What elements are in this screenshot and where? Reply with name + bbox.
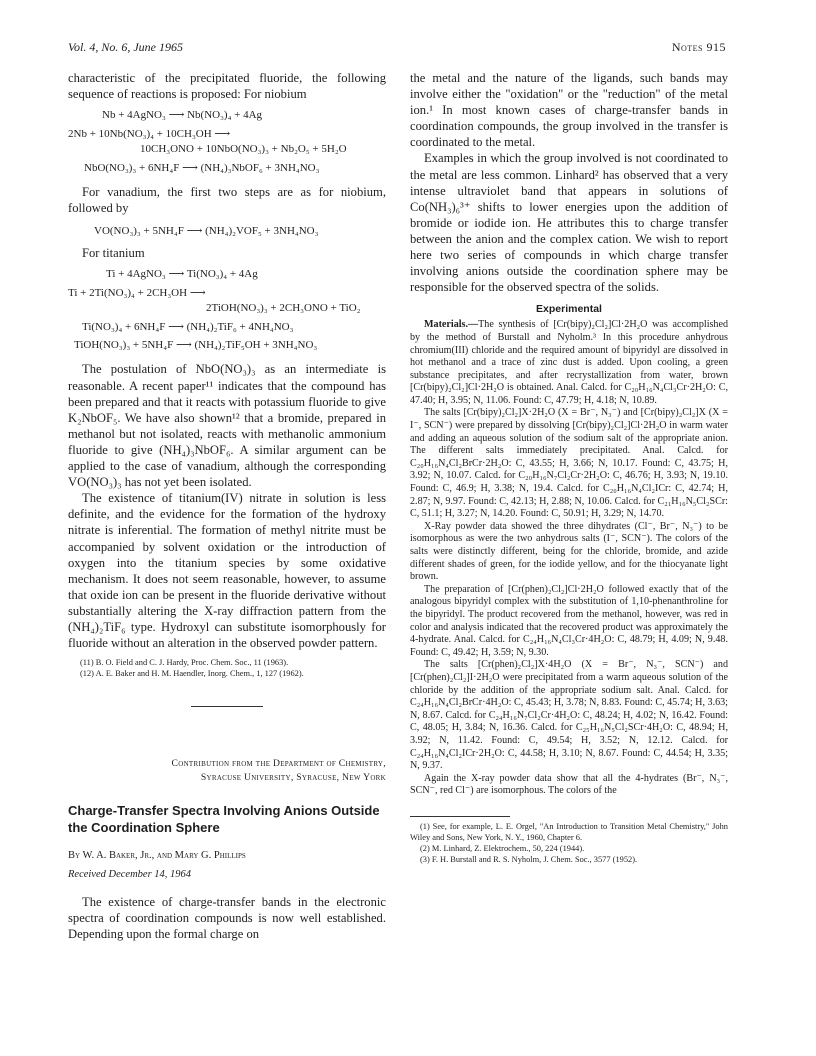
running-header-right: Notes 915 (671, 40, 726, 54)
equation: 2TiOH(NO₃)₃ + 2CH₃ONO + TiO₂ (206, 302, 361, 315)
equation: 2Nb + 10Nb(NO₃)₄ + 10CH₃OH ⟶ (68, 128, 231, 141)
left-column (68, 70, 386, 942)
paragraph: Examples in which the group involved is not coordinated to the metal are less common. Linhard² has observed that a very intense ultraviolet band that appears in solutions of Co(NH₃)₆³⁺ shifts to lower energies upon the addition of bromide or iodide ion. He attributes this to charge transfer between the anion and the complex cation. We wish to report here two series of compounds in which charge transfer involving anions outside the coordination sphere may be responsible for the observed spectra of the solids. (410, 151, 728, 295)
footnote: (11) B. O. Field and C. J. Hardy, Proc. Chem. Soc., 11 (1963). (80, 658, 289, 668)
running-header-left: Vol. 4, No. 6, June 1965 (68, 40, 183, 54)
right-column (410, 70, 728, 866)
paragraph: The synthesis of [Cr(bipy)₂Cl₂]Cl·2H₂O was accomplished by the method of Burstall and Nyholm.³ In this procedure anhydrous chromium(III) chloride and the required amount of bipyridyl are dissolved in hot methanol and a trace of zinc dust is added. Upon cooling, a green substance precipitates, and after recrystallization from water, brown [Cr(bipy)₂Cl₂]Cl·2H₂O is obtained. Anal. Calcd. for C₂₀H₁₆N₄Cl₃Cr·2H₂O: C, 47.40; H, 3.95; N, 11.06. Found: C, 47.79; H, 4.18; N, 10.89. (410, 319, 728, 406)
footnote: (3) F. H. Burstall and R. S. Nyholm, J. Chem. Soc., 3577 (1952). (420, 855, 638, 865)
equation: Ti + 4AgNO₃ ⟶ Ti(NO₃)₄ + 4Ag (106, 268, 258, 281)
received-date: Received December 14, 1964 (68, 868, 192, 880)
paragraph: the metal and the nature of the ligands, such bands may involve either the "oxidation" or the "reduction" of the metal ion.¹ In most known cases of charge-transfer bands in coordination compounds, the group involved in the transfer is coordinated to the metal. (410, 71, 728, 150)
paragraph: The salts [Cr(phen)₂Cl₂]X·4H₂O (X = Br⁻, N₃⁻, SCN⁻) and [Cr(phen)₂Cl₂]I·2H₂O were precipitated from a warm aqueous solution of the chloride by the addition of the appropriate sodium salt. Anal. Calcd. for C₂₄H₁₆N₄Cl₂BrCr·4H₂O: C, 45.43; H, 3.78; N, 8.83. Found: C, 45.74; H, 3.63; N, 8.67. Calcd. for C₂₄H₁₆N₇Cl₂Cr·4H₂O: C, 48.24; H, 4.02; N, 16.42. Found: C, 48.05; H, 3.84; N, 16.36. Calcd. for C₂₅H₁₆N₅Cl₂SCr·4H₂O: C, 48.94; H, 3.92; N, 11.42. Found: C, 49.54; H, 3.52; N, 12.12. Calcd. for C₂₄H₁₆N₄Cl₂ICr·2H₂O: C, 44.58; H, 3.10; N, 8.67. Found: C, 44.54; H, 3.35; N, 9.37. (410, 659, 728, 772)
equation: Ti(NO₃)₄ + 6NH₄F ⟶ (NH₄)₂TiF₆ + 4NH₄NO₃ (82, 321, 294, 334)
separator-rule (191, 706, 263, 707)
paragraph: Again the X-ray powder data show that all the 4-hydrates (Br⁻, N₃⁻, SCN⁻, red Cl⁻) are isomorphous. The colors of the (410, 772, 728, 797)
paragraph: X-Ray powder data showed the three dihydrates (Cl⁻, Br⁻, N₃⁻) to be isomorphous as were the two anhydrous salts (I⁻, SCN⁻). The colors of the salts were distinctly different, being for the chloride, bromide, and azide different shades of green, for the iodide yellow, and for the thiocyanate light brown. (410, 520, 728, 583)
equation: VO(NO₃)₃ + 5NH₄F ⟶ (NH₄)₂VOF₅ + 3NH₄NO₃ (94, 225, 319, 238)
equation: TiOH(NO₃)₃ + 5NH₄F ⟶ (NH₄)₂TiF₅OH + 3NH₄NO₃ (74, 339, 318, 352)
contribution-line: Contribution from the Department of Chemistry, (171, 757, 386, 769)
article-title: Charge-Transfer Spectra Involving Anions Outside the Coordination Sphere (68, 802, 380, 835)
vanadium-text: For vanadium, the first two steps are as for niobium, followed by (68, 185, 386, 216)
paragraph: The preparation of [Cr(phen)₂Cl₂]Cl·2H₂O followed exactly that of the analogous bipyridyl complex with the substitution of 1,10-phenanthroline for the bipyridyl. The product recovered from the methanol, however, was red in color and analysis indicated that the recovered product was approximately the 4-hydrate. Anal. Calcd. for C₂₄H₁₆N₄Cl₃Cr·4H₂O: C, 48.79; H, 4.09; N, 9.48. Found: C, 49.42; H, 3.59; N, 9.30. (410, 583, 728, 658)
equation: NbO(NO₃)₃ + 6NH₄F ⟶ (NH₄)₃NbOF₆ + 3NH₄NO₃ (84, 162, 320, 175)
intro-text: characteristic of the precipitated fluoride, the following sequence of reactions is proposed: For niobium (68, 71, 386, 102)
subsection-label: Materials.— (424, 319, 479, 331)
paragraph: The salts [Cr(bipy)₂Cl₂]X·2H₂O (X = Br⁻, N₃⁻) and [Cr(bipy)₂Cl₂]X (X = I⁻, SCN⁻) were prepared by dissolving [Cr(bipy)₂Cl₂]Cl·2H₂O in warm water and adding an aqueous solution of the sodium salt of the appropriate anion. The different salts immediately precipitated. Anal. Calcd. for C₂₀H₁₆N₄Cl₂BrCr·2H₂O: C, 43.55; H, 3.66; N, 10.17. Found: C, 43.75; H, 3.92; N, 10.07. Calcd. for C₂₀H₁₆N₇Cl₂Cr·2H₂O: C, 46.76; H, 3.93; N, 19.10. Found: C, 46.9; H, 3.38; N, 19.4. Calcd. for C₂₀H₁₆N₄Cl₂ICr: C, 42.74; H, 2.87; N, 9.97. Found: C, 42.13; H, 2.88; N, 10.06. Calcd. for C₂₁H₁₆N₅Cl₂SCr: C, 51.1; H, 3.27; N, 14.20. Found: C, 50.91; H, 3.29; N, 14.70. (410, 407, 728, 520)
paragraph: The existence of titanium(IV) nitrate in solution is less definite, and the evidence for the formation of the hydroxy nitrate is inferential. The formation of methyl nitrite must be accompanied by solvent oxidation or the introduction of oxygen into the titanium species by some oxidative mechanism. It does not seem reasonable, however, to assume that oxide ion can be present in the fluoride derivative without substantially altering the X-ray diffraction pattern from the (NH₄)₂TiF₆ type. Hydroxyl can substitute isomorphously for fluoride without an alteration in the observed powder pattern. (68, 491, 386, 651)
section-heading: Experimental (536, 303, 602, 316)
footnote: (2) M. Linhard, Z. Elektrochem., 50, 224 (1944). (420, 844, 585, 854)
equation: 10CH₃ONO + 10NbO(NO₃)₃ + Nb₂O₅ + 5H₂O (140, 143, 347, 156)
article-authors: By W. A. Baker, Jr., and Mary G. Phillips (68, 849, 246, 861)
titanium-label: For titanium (82, 246, 145, 261)
footnote: (12) A. E. Baker and H. M. Haendler, Inorg. Chem., 1, 127 (1962). (80, 669, 304, 679)
contribution-line: Syracuse University, Syracuse, New York (200, 771, 386, 783)
equation: Nb + 4AgNO₃ ⟶ Nb(NO₃)₄ + 4Ag (102, 109, 263, 122)
equation: Ti + 2Ti(NO₃)₄ + 2CH₃OH ⟶ (68, 287, 206, 300)
paragraph: The postulation of NbO(NO₃)₃ as an intermediate is reasonable. A recent paper¹¹ indicates that the compound has been prepared and that it reacts with potassium fluoride to give K₂NbOF₅. We have also shown¹² that a bromide, prepared in methanol but not isolated, reacts with methanolic ammonium fluoride to give (NH₄)₃NbOF₆. A similar argument can be applied to the case of vanadium, although the corresponding VO(NO₃)₃ has not yet been isolated. (68, 362, 386, 490)
footnote: (1) See, for example, L. E. Orgel, "An Introduction to Transition Metal Chemistry," John Wiley and Sons, New York, N. Y., 1960, Chapter 6. (410, 821, 728, 843)
paragraph: The existence of charge-transfer bands in the electronic spectra of coordination compounds is now well established. Depending upon the formal charge on (68, 894, 386, 941)
footnote-rule (410, 816, 510, 817)
